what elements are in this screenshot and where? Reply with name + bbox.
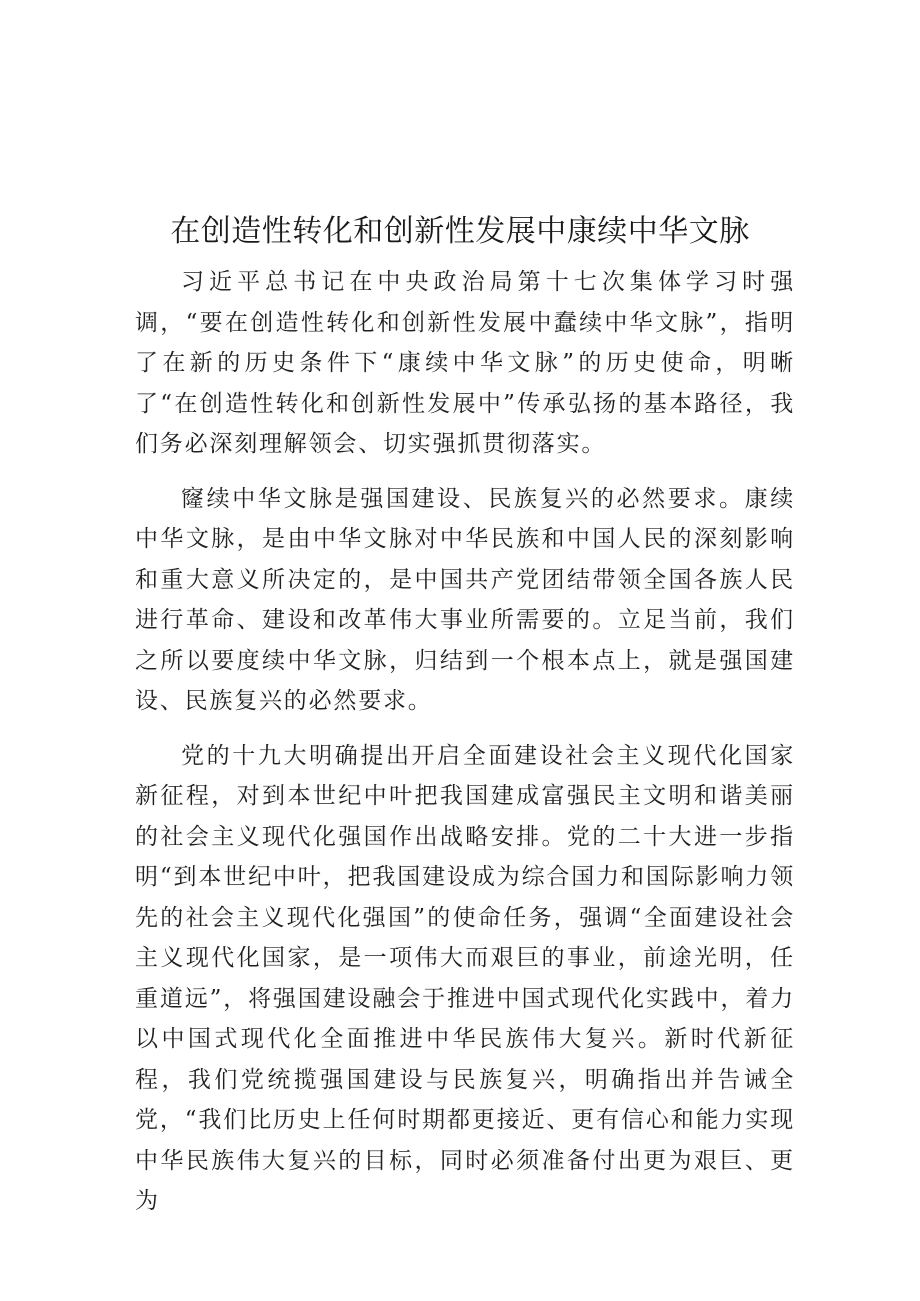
paragraph-2: 窿续中华文脉是强国建设、民族复兴的必然要求。康续中华文脉，是由中华文脉对中华民族和中国人民的深刻影响和重大意义所决定的，是中国共产党团结带领全国各族人民进行革命、建设和改革伟大事业所需要的。立足当前，我们之所以要度续中华文脉，归结到一个根本点上，就是强国建设、民族复兴的必然要求。: [135, 485, 795, 714]
paragraph-1: 习近平总书记在中央政治局第十七次集体学习时强调，“要在创造性转化和创新性发展中蠢续中华文脉”，指明了在新的历史条件下“康续中华文脉”的历史使命，明晰了“在创造性转化和创新性发展中”传承弘扬的基本路径，我们务必深刻理解领会、切实强抓贯彻落实。: [135, 269, 795, 457]
paragraph-3: 党的十九大明确提出开启全面建设社会主义现代化国家新征程，对到本世纪中叶把我国建成富强民主文明和谐美丽的社会主义现代化强国作出战略安排。党的二十大进一步指明“到本世纪中叶，把我国建设成为综合国力和国际影响力领先的社会主义现代化强国”的使命任务，强调“全面建设社会主义现代化国家，是一项伟大而艰巨的事业，前途光明，任重道远”，将强国建设融会于推进中国式现代化实践中，着力以中国式现代化全面推进中华民族伟大复兴。新时代新征程，我们党统揽强国建设与民族复兴，明确指出并告诫全党，“我们比历史上任何时期都更接近、更有信心和能力实现中华民族伟大复兴的目标，同时必须准备付出更为艰巨、更为: [135, 742, 795, 1214]
document-body: [135, 262, 795, 1222]
document-title: 在创造性转化和创新性发展中康续中华文脉: [170, 214, 750, 249]
